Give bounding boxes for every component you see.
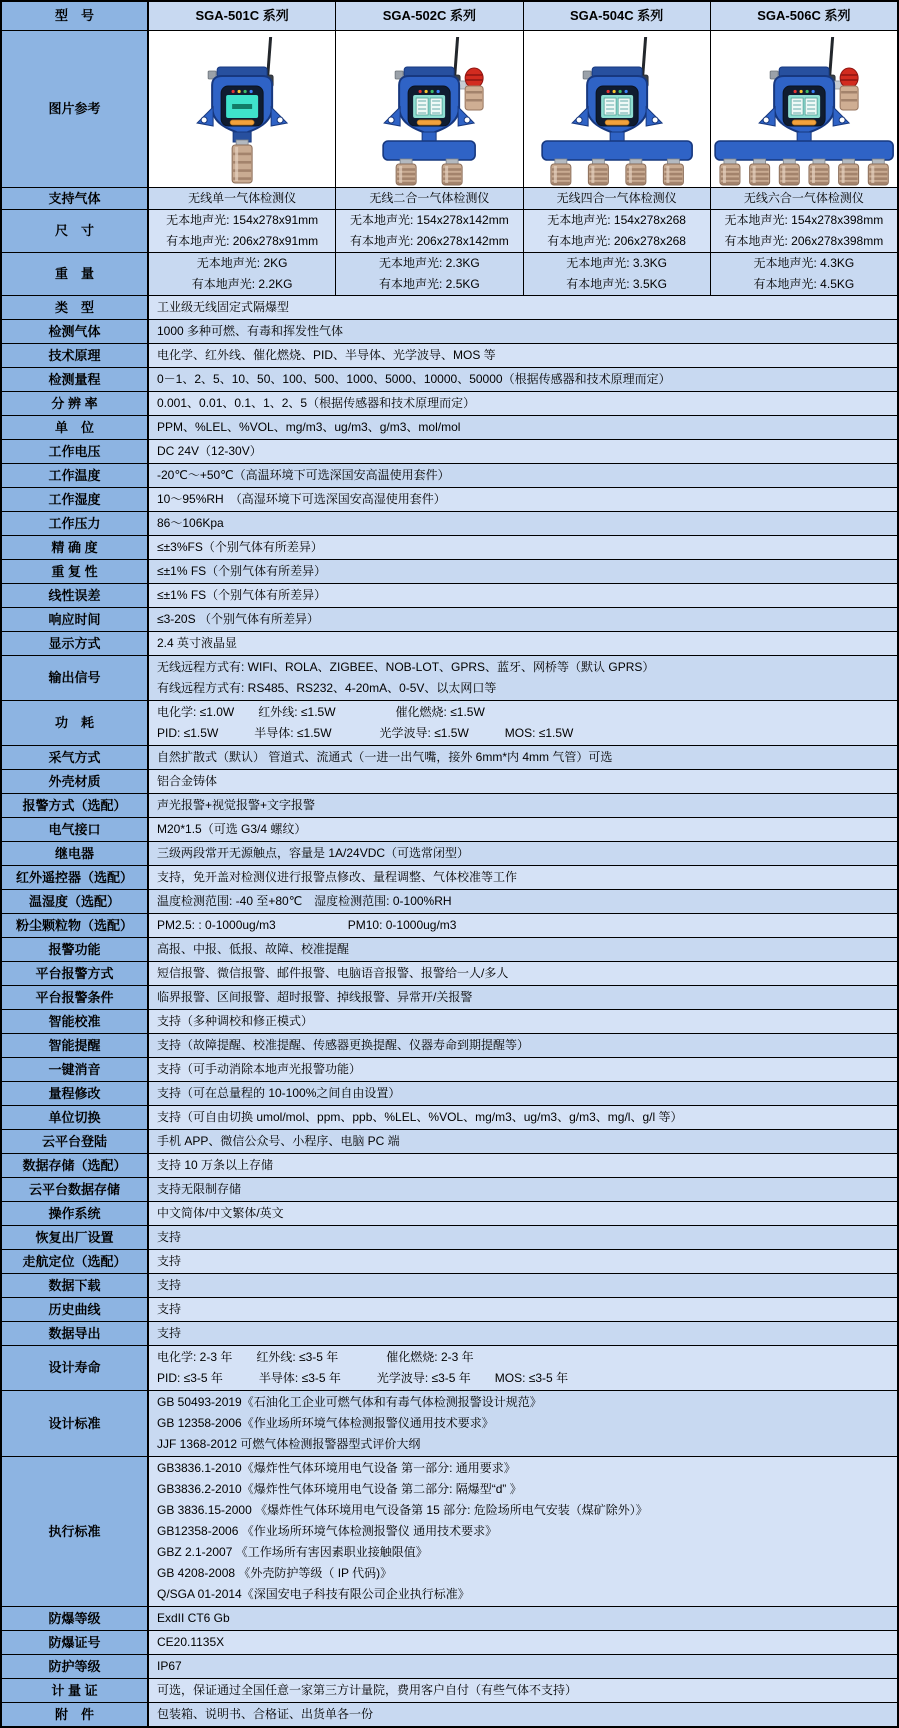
spec-line: PPM、%LEL、%VOL、mg/m3、ug/m3、g/m3、mol/mol <box>157 420 461 434</box>
row-label: 量程修改 <box>2 1082 149 1105</box>
product-image-cell-sga-502c <box>336 31 523 187</box>
model-header-2: SGA-502C 系列 <box>336 2 523 30</box>
spec-value <box>149 1082 897 1105</box>
gas-detector-image-sga-506c <box>711 31 897 187</box>
spec-value <box>149 1154 897 1177</box>
spec-line: Q/SGA 01-2014《深国安电子科技有限公司企业执行标准》 <box>157 1587 470 1601</box>
spec-row <box>2 889 897 913</box>
row-label: 响应时间 <box>2 608 149 631</box>
row-label: 云平台登陆 <box>2 1130 149 1153</box>
spec-line: 三级两段常开无源触点，容量是 1A/24VDC（可选常闭型） <box>157 846 470 860</box>
spec-line: ExdII CT6 Gb <box>157 1611 230 1625</box>
row-label: 检测气体 <box>2 320 149 343</box>
spec-value <box>149 1457 897 1606</box>
spec-line: 临界报警、区间报警、超时报警、掉线报警、异常开/关报警 <box>157 990 473 1004</box>
spec-line: 包装箱、说明书、合格证、出货单各一份 <box>157 1707 374 1721</box>
spec-line: 有本地声光: 206x278x268 <box>547 234 686 248</box>
spec-row <box>2 700 897 745</box>
supported-gas-value-4 <box>711 188 897 209</box>
spec-value <box>149 464 897 487</box>
row-label: 执行标准 <box>2 1457 149 1606</box>
row-label: 数据存储（选配） <box>2 1154 149 1177</box>
spec-value <box>149 1274 897 1297</box>
spec-row <box>2 415 897 439</box>
spec-value <box>149 794 897 817</box>
spec-row <box>2 295 897 319</box>
row-label: 采气方式 <box>2 746 149 769</box>
supported-gas-value-2 <box>336 188 523 209</box>
spec-line: GB3836.2-2010《爆炸性气体环境用电气设备 第二部分: 隔爆型“d” 》 <box>157 1482 522 1496</box>
spec-line: 支持（故障提醒、校准提醒、传感器更换提醒、仪器寿命到期提醒等） <box>157 1038 530 1052</box>
row-label: 数据下载 <box>2 1274 149 1297</box>
weight-row-value-2 <box>336 253 523 295</box>
spec-line: 10～95%RH （高湿环境下可选深国安高湿使用套件） <box>157 492 446 506</box>
spec-row <box>2 1390 897 1456</box>
spec-row <box>2 913 897 937</box>
spec-row <box>2 1630 897 1654</box>
spec-line: 86～106Kpa <box>157 516 224 530</box>
spec-row <box>2 367 897 391</box>
spec-row <box>2 1129 897 1153</box>
spec-line: 无本地声光: 2KG <box>196 256 288 270</box>
spec-value <box>149 320 897 343</box>
spec-line: 无本地声光: 154x278x142mm <box>350 213 509 227</box>
spec-row <box>2 1654 897 1678</box>
spec-line: ≤±1% FS（个别气体有所差异） <box>157 564 327 578</box>
spec-line: 支持 <box>157 1254 182 1268</box>
spec-line: 1000 多种可燃、有毒和挥发性气体 <box>157 324 344 338</box>
weight-row <box>2 252 897 295</box>
spec-line: 支持（多种调校和修正模式） <box>157 1014 314 1028</box>
spec-line: 支持（可手动消除本地声光报警功能） <box>157 1062 362 1076</box>
row-label: 恢复出厂设置 <box>2 1226 149 1249</box>
spec-line: 支持（可在总量程的 10-100%之间自由设置） <box>157 1086 401 1100</box>
row-label: 红外遥控器（选配） <box>2 866 149 889</box>
row-label: 防爆等级 <box>2 1607 149 1630</box>
weight-row-value-3 <box>524 253 711 295</box>
spec-line: 有本地声光: 206x278x91mm <box>166 234 319 248</box>
spec-value <box>149 1106 897 1129</box>
row-label: 历史曲线 <box>2 1298 149 1321</box>
spec-line: 电化学: 2-3 年 红外线: ≤3-5 年 催化燃烧: 2-3 年 <box>157 1350 474 1364</box>
spec-line: 支持 <box>157 1278 182 1292</box>
gas-detector-image-sga-501c <box>149 31 335 187</box>
size-row-value-1 <box>149 210 336 252</box>
spec-row <box>2 1273 897 1297</box>
spec-row <box>2 439 897 463</box>
spec-value <box>149 770 897 793</box>
row-label: 功 耗 <box>2 701 149 745</box>
row-label: 工作压力 <box>2 512 149 535</box>
spec-line: 无线远程方式有: WIFI、ROLA、ZIGBEE、NOB-LOT、GPRS、蓝牙、网桥等（默认 GPRS） <box>157 660 655 674</box>
supported-gas-text: 无线单一气体检测仪 <box>188 191 297 205</box>
row-label: 输出信号 <box>2 656 149 700</box>
row-label: 显示方式 <box>2 632 149 655</box>
spec-line: 支持 <box>157 1230 182 1244</box>
spec-row <box>2 559 897 583</box>
spec-line: 电化学: ≤1.0W 红外线: ≤1.5W 催化燃烧: ≤1.5W <box>157 705 485 719</box>
gas-detector-image-sga-504c <box>524 31 710 187</box>
row-label: 计 量 证 <box>2 1679 149 1702</box>
row-label: 防爆证号 <box>2 1631 149 1654</box>
spec-line: 0－1、2、5、10、50、100、500、1000、5000、10000、50000（根据传感器和技术原理而定） <box>157 372 671 386</box>
spec-row <box>2 1153 897 1177</box>
spec-row <box>2 1297 897 1321</box>
row-label: 单位切换 <box>2 1106 149 1129</box>
spec-row <box>2 1678 897 1702</box>
row-label: 尺 寸 <box>2 210 149 252</box>
row-label: 工作电压 <box>2 440 149 463</box>
spec-line: GB12358-2006 《作业场所环境气体检测报警仪 通用技术要求》 <box>157 1524 498 1538</box>
spec-row <box>2 1201 897 1225</box>
spec-line: 0.001、0.01、0.1、1、2、5（根据传感器和技术原理而定） <box>157 396 476 410</box>
spec-value <box>149 1202 897 1225</box>
row-label: 数据导出 <box>2 1322 149 1345</box>
spec-line: 无本地声光: 2.3KG <box>379 256 480 270</box>
spec-value <box>149 368 897 391</box>
spec-line: PID: ≤3-5 年 半导体: ≤3-5 年 光学波导: ≤3-5 年 MOS: ≤3-5 年 <box>157 1371 569 1385</box>
row-label: 线性误差 <box>2 584 149 607</box>
spec-line: 2.4 英寸液晶显 <box>157 636 238 650</box>
spec-line: M20*1.5（可选 G3/4 螺纹） <box>157 822 307 836</box>
row-label: 一键消音 <box>2 1058 149 1081</box>
size-row-value-2 <box>336 210 523 252</box>
spec-line: 中文简体/中文繁体/英文 <box>157 1206 284 1220</box>
spec-line: PM2.5: : 0-1000ug/m3 PM10: 0-1000ug/m3 <box>157 918 457 932</box>
spec-row <box>2 1225 897 1249</box>
spec-line: PID: ≤1.5W 半导体: ≤1.5W 光学波导: ≤1.5W MOS: ≤1.5W <box>157 726 574 740</box>
spec-line: 可选，保证通过全国任意一家第三方计量院，费用客户自付（有些气体不支持） <box>157 1683 578 1697</box>
supported-gas-value-3 <box>524 188 711 209</box>
spec-value <box>149 656 897 700</box>
gas-detector-image-sga-502c <box>336 31 522 187</box>
spec-value <box>149 296 897 319</box>
spec-row <box>2 511 897 535</box>
spec-line: GB 12358-2006《作业场所环境气体检测报警仪通用技术要求》 <box>157 1416 494 1430</box>
spec-value <box>149 1226 897 1249</box>
spec-row <box>2 1321 897 1345</box>
row-label: 继电器 <box>2 842 149 865</box>
header-row <box>2 2 897 30</box>
product-image-cell-sga-506c <box>711 31 897 187</box>
spec-row <box>2 1009 897 1033</box>
spec-value <box>149 536 897 559</box>
spec-row <box>2 1033 897 1057</box>
spec-line: 无本地声光: 154x278x398mm <box>724 213 884 227</box>
row-label: 单 位 <box>2 416 149 439</box>
row-label: 设计标准 <box>2 1391 149 1456</box>
spec-value <box>149 416 897 439</box>
spec-line: 自然扩散式（默认） 管道式、流通式（一进一出气嘴，接外 6mm*内 4mm 气管）可选 <box>157 750 613 764</box>
spec-line: 电化学、红外线、催化燃烧、PID、半导体、光学波导、MOS 等 <box>157 348 496 362</box>
spec-row <box>2 1081 897 1105</box>
spec-line: GB 4208-2008 《外壳防护等级（ IP 代码)》 <box>157 1566 393 1580</box>
spec-value <box>149 1058 897 1081</box>
spec-line: 高报、中报、低报、故障、校准提醒 <box>157 942 350 956</box>
spec-value <box>149 488 897 511</box>
spec-line: 无本地声光: 154x278x91mm <box>166 213 319 227</box>
spec-row <box>2 985 897 1009</box>
row-label: 类 型 <box>2 296 149 319</box>
spec-value <box>149 962 897 985</box>
spec-value <box>149 1391 897 1456</box>
spec-line: -20℃～+50℃（高温环境下可选深国安高温使用套件） <box>157 468 450 482</box>
spec-row <box>2 817 897 841</box>
spec-value <box>149 1607 897 1630</box>
spec-row <box>2 745 897 769</box>
spec-row <box>2 463 897 487</box>
spec-row <box>2 793 897 817</box>
spec-value <box>149 608 897 631</box>
row-label: 重 量 <box>2 253 149 295</box>
weight-row-value-1 <box>149 253 336 295</box>
row-label: 设计寿命 <box>2 1346 149 1390</box>
row-label: 电气接口 <box>2 818 149 841</box>
spec-value <box>149 1034 897 1057</box>
spec-row <box>2 865 897 889</box>
spec-value <box>149 746 897 769</box>
spec-value <box>149 1130 897 1153</box>
row-label: 报警功能 <box>2 938 149 961</box>
spec-row <box>2 1105 897 1129</box>
spec-row <box>2 487 897 511</box>
spec-line: 有本地声光: 3.5KG <box>566 277 667 291</box>
spec-line: 支持 <box>157 1326 182 1340</box>
row-label: 平台报警方式 <box>2 962 149 985</box>
product-image-cell-sga-501c <box>149 31 336 187</box>
model-header-4: SGA-506C 系列 <box>711 2 897 30</box>
row-label: 防护等级 <box>2 1655 149 1678</box>
spec-row <box>2 961 897 985</box>
spec-value <box>149 1631 897 1654</box>
row-label: 走航定位（选配） <box>2 1250 149 1273</box>
spec-value <box>149 584 897 607</box>
spec-value <box>149 842 897 865</box>
row-label: 重 复 性 <box>2 560 149 583</box>
spec-row <box>2 319 897 343</box>
spec-value <box>149 701 897 745</box>
size-row-value-4 <box>711 210 897 252</box>
spec-row <box>2 391 897 415</box>
row-label: 云平台数据存储 <box>2 1178 149 1201</box>
spec-line: 有本地声光: 206x278x398mm <box>724 234 884 248</box>
product-image-cell-sga-504c <box>524 31 711 187</box>
row-label: 报警方式（选配） <box>2 794 149 817</box>
spec-row <box>2 937 897 961</box>
spec-row <box>2 1177 897 1201</box>
spec-row <box>2 343 897 367</box>
spec-row <box>2 655 897 700</box>
row-label: 工作温度 <box>2 464 149 487</box>
spec-value <box>149 866 897 889</box>
row-label: 附 件 <box>2 1703 149 1726</box>
spec-row <box>2 631 897 655</box>
spec-line: JJF 1368-2012 可燃气体检测报警器型式评价大纲 <box>157 1437 421 1451</box>
spec-value <box>149 1298 897 1321</box>
row-label: 粉尘颗粒物（选配） <box>2 914 149 937</box>
spec-line: 有本地声光: 4.5KG <box>753 277 855 291</box>
image-row-label: 图片参考 <box>2 31 149 187</box>
spec-line: 有线远程方式有: RS485、RS232、4-20mA、0-5V、以太网口等 <box>157 681 497 695</box>
spec-line: 无本地声光: 154x278x268 <box>547 213 686 227</box>
model-header-label: 型 号 <box>2 2 149 30</box>
spec-row <box>2 1606 897 1630</box>
spec-row <box>2 583 897 607</box>
spec-row <box>2 769 897 793</box>
spec-value <box>149 392 897 415</box>
spec-value <box>149 1655 897 1678</box>
supported-gas-value-1 <box>149 188 336 209</box>
spec-line: 短信报警、微信报警、邮件报警、电脑语音报警、报警给一人/多人 <box>157 966 509 980</box>
spec-value <box>149 890 897 913</box>
spec-line: 温度检测范围: -40 至+80℃ 湿度检测范围: 0-100%RH <box>157 894 452 908</box>
supported-gas-text: 无线六合一气体检测仪 <box>743 191 864 205</box>
spec-value <box>149 914 897 937</box>
spec-row <box>2 1249 897 1273</box>
row-label: 操作系统 <box>2 1202 149 1225</box>
spec-value <box>149 1010 897 1033</box>
spec-line: GB3836.1-2010《爆炸性气体环境用电气设备 第一部分: 通用要求》 <box>157 1461 516 1475</box>
row-label: 平台报警条件 <box>2 986 149 1009</box>
spec-line: 支持 10 万条以上存储 <box>157 1158 274 1172</box>
spec-line: 无本地声光: 3.3KG <box>566 256 667 270</box>
row-label: 智能提醒 <box>2 1034 149 1057</box>
weight-row-value-4 <box>711 253 897 295</box>
spec-line: ≤±3%FS（个别气体有所差异） <box>157 540 323 554</box>
spec-line: 支持，免开盖对检测仪进行报警点修改、量程调整、气体校准等工作 <box>157 870 518 884</box>
spec-value <box>149 632 897 655</box>
size-row <box>2 209 897 252</box>
spec-row <box>2 1057 897 1081</box>
row-label: 外壳材质 <box>2 770 149 793</box>
size-row-value-3 <box>524 210 711 252</box>
spec-row <box>2 607 897 631</box>
spec-line: 支持无限制存储 <box>157 1182 242 1196</box>
spec-value <box>149 818 897 841</box>
spec-line: CE20.1135X <box>157 1635 225 1649</box>
spec-line: 无本地声光: 4.3KG <box>753 256 855 270</box>
spec-line: 有本地声光: 2.5KG <box>379 277 480 291</box>
row-label: 技术原理 <box>2 344 149 367</box>
spec-line: GBZ 2.1-2007 《工作场所有害因素职业接触限值》 <box>157 1545 428 1559</box>
image-reference-row <box>2 30 897 187</box>
row-label: 智能校准 <box>2 1010 149 1033</box>
supported-gas-text: 无线二合一气体检测仪 <box>369 191 490 205</box>
spec-row <box>2 841 897 865</box>
spec-line: 铝合金铸体 <box>157 774 218 788</box>
model-header-3: SGA-504C 系列 <box>524 2 711 30</box>
spec-row <box>2 1345 897 1390</box>
row-label: 温湿度（选配） <box>2 890 149 913</box>
supported-gas-text: 无线四合一气体检测仪 <box>556 191 677 205</box>
spec-value <box>149 560 897 583</box>
spec-line: 声光报警+视觉报警+文字报警 <box>157 798 316 812</box>
spec-value <box>149 512 897 535</box>
spec-value <box>149 986 897 1009</box>
spec-row <box>2 535 897 559</box>
spec-line: GB 50493-2019《石油化工企业可燃气体和有毒气体检测报警设计规范》 <box>157 1395 542 1409</box>
spec-line: IP67 <box>157 1659 182 1673</box>
spec-value <box>149 344 897 367</box>
spec-value <box>149 440 897 463</box>
row-label: 支持气体 <box>2 188 149 209</box>
spec-line: DC 24V（12-30V） <box>157 444 262 458</box>
supported-gas-row <box>2 187 897 209</box>
spec-value <box>149 1322 897 1345</box>
spec-line: 支持 <box>157 1302 182 1316</box>
spec-value <box>149 1178 897 1201</box>
row-label: 检测量程 <box>2 368 149 391</box>
row-label: 分 辨 率 <box>2 392 149 415</box>
spec-line: 手机 APP、微信公众号、小程序、电脑 PC 端 <box>157 1134 400 1148</box>
model-header-1: SGA-501C 系列 <box>149 2 336 30</box>
spec-line: 工业级无线固定式隔爆型 <box>157 300 290 314</box>
row-label: 精 确 度 <box>2 536 149 559</box>
spec-line: 有本地声光: 2.2KG <box>191 277 293 291</box>
spec-value <box>149 938 897 961</box>
spec-line: GB 3836.15-2000 《爆炸性气体环境用电气设备第 15 部分: 危险场所电气安装（煤矿除外）》 <box>157 1503 648 1517</box>
spec-line: ≤3-20S （个别气体有所差异） <box>157 612 319 626</box>
spec-value <box>149 1679 897 1702</box>
spec-row <box>2 1456 897 1606</box>
spec-row <box>2 1702 897 1726</box>
spec-value <box>149 1346 897 1390</box>
spec-line: ≤±1% FS（个别气体有所差异） <box>157 588 327 602</box>
spec-line: 有本地声光: 206x278x142mm <box>350 234 509 248</box>
spec-line: 支持（可自由切换 umol/mol、ppm、ppb、%LEL、%VOL、mg/m3、ug/m3、g/m3、mg/l、g/l 等） <box>157 1110 683 1124</box>
spec-value <box>149 1703 897 1726</box>
row-label: 工作湿度 <box>2 488 149 511</box>
spec-value <box>149 1250 897 1273</box>
